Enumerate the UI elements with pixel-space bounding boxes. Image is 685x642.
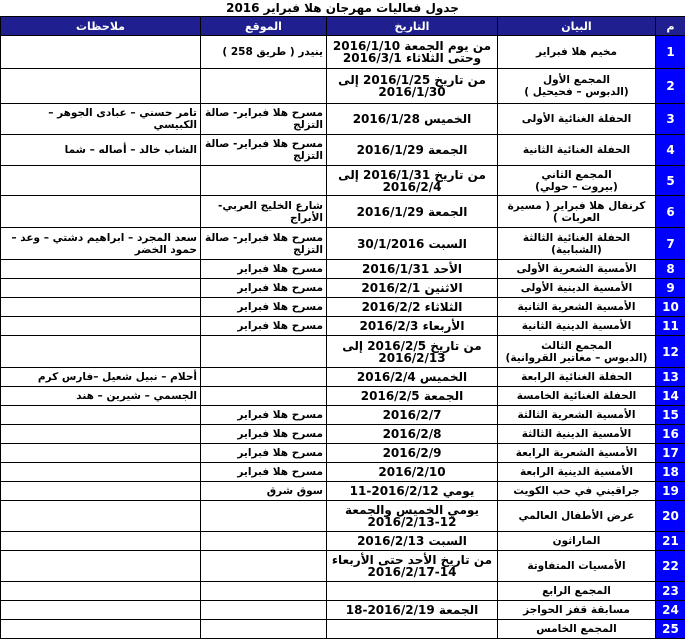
notes-cell <box>1 69 201 104</box>
location-cell <box>201 196 327 228</box>
location-cell <box>201 135 327 166</box>
event-cell-line: الحفلة الغنائية الثانية <box>522 144 631 156</box>
event-cell <box>498 196 656 228</box>
date-cell-line: الاثنين 2016/2/1 <box>361 281 463 295</box>
date-cell-line: 2016/2/9 <box>382 446 442 460</box>
date-cell <box>327 582 498 601</box>
table-body <box>1 36 685 639</box>
notes-cell-line: الكبيسي <box>153 119 197 131</box>
date-cell <box>327 166 498 196</box>
location-cell <box>201 260 327 279</box>
event-cell <box>498 601 656 620</box>
location-cell <box>201 228 327 260</box>
location-cell <box>201 104 327 135</box>
event-cell <box>498 36 656 69</box>
location-cell-line: مسرح هلا فبراير- صالة <box>204 231 323 244</box>
event-cell <box>498 317 656 336</box>
table-row <box>1 551 685 582</box>
table-row <box>1 104 685 135</box>
date-cell-line: 2016/1/30 <box>378 85 446 99</box>
table-row <box>1 368 685 387</box>
table-row <box>1 406 685 425</box>
date-cell-line: من تاريخ الأحد حتى الأربعاء <box>331 553 493 567</box>
event-cell <box>498 279 656 298</box>
location-cell-line: مسرح هلا فبراير <box>237 301 323 313</box>
date-cell <box>327 482 498 501</box>
notes-cell <box>1 166 201 196</box>
table-row <box>1 463 685 482</box>
table-row <box>1 620 685 639</box>
event-cell-line: الأمسية الدينية الرابعة <box>520 466 633 478</box>
date-cell-line: الجمعة 2016/1/29 <box>356 204 468 219</box>
row-number: 3 <box>656 104 685 135</box>
table-row <box>1 196 685 228</box>
notes-cell <box>1 582 201 601</box>
notes-cell <box>1 406 201 425</box>
location-cell-line: التزلج <box>293 243 323 256</box>
event-cell-line: الأمسيات المتفاوتة <box>527 560 626 572</box>
header-location: الموقع <box>201 17 327 36</box>
location-cell <box>201 620 327 639</box>
notes-cell <box>1 444 201 463</box>
event-cell <box>498 444 656 463</box>
event-cell-line: المجمع الثالث <box>541 339 612 352</box>
notes-cell <box>1 336 201 368</box>
event-cell <box>498 501 656 532</box>
row-number: 14 <box>656 387 685 406</box>
row-number: 7 <box>656 228 685 260</box>
event-cell-line: الماراثون <box>552 535 601 547</box>
location-cell <box>201 532 327 551</box>
row-number: 12 <box>656 336 685 368</box>
row-number: 10 <box>656 298 685 317</box>
location-cell <box>201 36 327 69</box>
notes-cell <box>1 425 201 444</box>
location-cell-line: مسرح هلا فبراير <box>237 466 323 478</box>
location-cell <box>201 387 327 406</box>
location-cell-line: مسرح هلا فبراير <box>237 447 323 459</box>
location-cell-line: مسرح هلا فبراير- صالة <box>204 138 323 150</box>
date-cell-line: 2016/2/8 <box>382 427 442 441</box>
event-cell-line: الأمسية الدينية الثانية <box>521 320 632 332</box>
event-cell-line: (الدبوس – مغاتير القروانية) <box>505 351 648 364</box>
table-row <box>1 228 685 260</box>
date-cell-line: من يوم الجمعة 2016/1/10 <box>332 39 492 53</box>
header-notes: ملاحظات <box>1 17 201 36</box>
date-cell-line: يومي 2016/2/12-11 <box>349 484 475 498</box>
row-number: 15 <box>656 406 685 425</box>
event-cell-line: الحفلة الغنائية الخامسة <box>516 390 637 402</box>
date-cell <box>327 135 498 166</box>
event-cell-line: العربات ) <box>553 211 600 224</box>
header-event: البيان <box>498 17 656 36</box>
date-cell-line: وحتى الثلاثاء 2016/3/1 <box>342 51 482 65</box>
row-number: 9 <box>656 279 685 298</box>
date-cell-line: الجمعة 2016/2/5 <box>360 389 464 403</box>
event-cell <box>498 260 656 279</box>
row-number: 22 <box>656 551 685 582</box>
event-cell <box>498 69 656 104</box>
location-cell <box>201 166 327 196</box>
notes-cell <box>1 279 201 298</box>
event-cell-line: الحفلة الغنائية الرابعة <box>521 371 632 383</box>
row-number: 24 <box>656 601 685 620</box>
notes-cell <box>1 317 201 336</box>
row-number: 21 <box>656 532 685 551</box>
location-cell-line: التزلج <box>293 119 323 131</box>
date-cell <box>327 463 498 482</box>
row-number: 8 <box>656 260 685 279</box>
table-row <box>1 532 685 551</box>
event-cell <box>498 387 656 406</box>
event-cell-line: المجمع الأول <box>542 74 611 86</box>
event-cell-line: الحفلة الغنائية الثالثة (الشبابية) <box>522 231 631 256</box>
location-cell <box>201 336 327 368</box>
notes-cell <box>1 260 201 279</box>
date-cell <box>327 406 498 425</box>
notes-cell-line: الجسمي – شيرين – هند <box>76 390 197 402</box>
page-title: جدول فعاليات مهرجان هلا فبراير 2016 <box>226 1 459 15</box>
event-cell <box>498 336 656 368</box>
table-row <box>1 69 685 104</box>
row-number: 19 <box>656 482 685 501</box>
notes-cell-line: الشاب خالد – أصاله – شما <box>64 144 197 156</box>
event-cell <box>498 135 656 166</box>
notes-cell <box>1 36 201 69</box>
location-cell <box>201 298 327 317</box>
table-row <box>1 135 685 166</box>
location-cell-line: مسرح هلا فبراير <box>237 320 323 332</box>
location-cell-line: مسرح هلا فبراير <box>237 428 323 440</box>
date-cell-line: 2016/2/13-12 <box>367 515 457 529</box>
event-cell <box>498 104 656 135</box>
row-number: 5 <box>656 166 685 196</box>
location-cell-line: مسرح هلا فبراير <box>237 409 323 421</box>
event-cell <box>498 620 656 639</box>
location-cell-line: التزلج <box>293 150 323 162</box>
date-cell-line: 2016/2/17-14 <box>367 565 457 579</box>
date-cell <box>327 104 498 135</box>
table-row <box>1 36 685 69</box>
location-cell <box>201 406 327 425</box>
location-cell-line: الأبراج <box>289 211 323 224</box>
date-cell-line: الأربعاء 2016/2/3 <box>359 319 465 333</box>
date-cell-line: السبت 30/1/2016 <box>357 236 467 251</box>
event-cell-line: الحفلة الغنائية الأولى <box>521 113 632 125</box>
event-cell-line: (الدبوس – فحيحيل ) <box>524 86 629 98</box>
row-number: 20 <box>656 501 685 532</box>
notes-cell-line: أحلام – نبيل شعيل –فارس كرم <box>37 371 197 383</box>
location-cell <box>201 69 327 104</box>
date-cell-line: يومي الخميس والجمعة <box>345 503 479 517</box>
date-cell <box>327 368 498 387</box>
date-cell <box>327 425 498 444</box>
date-cell-line: من تاريخ 2016/2/5 إلى <box>342 338 482 353</box>
location-cell-line: شارع الخليج العربي- <box>218 199 323 212</box>
location-cell-line: مسرح هلا فبراير <box>237 263 323 275</box>
row-number: 4 <box>656 135 685 166</box>
row-number: 16 <box>656 425 685 444</box>
header-num: م <box>656 17 685 36</box>
date-cell <box>327 279 498 298</box>
date-cell <box>327 36 498 69</box>
date-cell-line: من تاريخ 2016/1/25 إلى <box>338 73 486 87</box>
event-cell <box>498 425 656 444</box>
location-cell <box>201 425 327 444</box>
notes-cell <box>1 196 201 228</box>
notes-cell-line: تامر حسني – عبادى الجوهر – <box>48 107 197 119</box>
table-row <box>1 317 685 336</box>
date-cell <box>327 501 498 532</box>
event-cell <box>498 532 656 551</box>
date-cell <box>327 532 498 551</box>
date-cell <box>327 620 498 639</box>
notes-cell <box>1 298 201 317</box>
table-row <box>1 336 685 368</box>
event-cell-line: الأمسية الدينية الثالثة <box>521 428 632 440</box>
date-cell <box>327 336 498 368</box>
date-cell-line: 2016/2/7 <box>382 408 442 422</box>
date-cell-line: 2016/2/13 <box>378 350 446 365</box>
location-cell <box>201 368 327 387</box>
location-cell <box>201 582 327 601</box>
date-cell-line: الثلاثاء 2016/2/2 <box>361 300 463 314</box>
table-row <box>1 582 685 601</box>
location-cell <box>201 601 327 620</box>
notes-cell <box>1 387 201 406</box>
table-row <box>1 387 685 406</box>
event-cell-line: مخيم هلا فبراير <box>536 46 617 58</box>
table-row <box>1 425 685 444</box>
date-cell-line: الخميس 2016/1/28 <box>352 112 472 126</box>
header-date: التاريخ <box>327 17 498 36</box>
date-cell <box>327 317 498 336</box>
event-cell <box>498 582 656 601</box>
event-cell-line: المجمع الرابع <box>542 585 611 597</box>
location-cell-line: مسرح هلا فبراير- صالة <box>204 107 323 119</box>
date-cell-line: 2016/2/10 <box>378 465 446 479</box>
event-cell <box>498 166 656 196</box>
notes-cell <box>1 368 201 387</box>
row-number: 23 <box>656 582 685 601</box>
date-cell-line: السبت 2016/2/13 <box>357 534 467 548</box>
event-cell-line: الأمسية الدينية الأولى <box>520 282 633 294</box>
row-number: 18 <box>656 463 685 482</box>
header-row <box>1 17 685 36</box>
notes-cell-line: سعد المجرد – ابراهيم دشتي – وعد – <box>11 231 197 244</box>
location-cell <box>201 551 327 582</box>
table-row <box>1 501 685 532</box>
table-row <box>1 260 685 279</box>
event-cell-line: (بيروت – حولي) <box>535 180 618 193</box>
event-cell-line: الأمسية الشعرية الثانية <box>517 301 636 313</box>
location-cell-line: مسرح هلا فبراير <box>237 282 323 294</box>
table-row <box>1 298 685 317</box>
date-cell <box>327 196 498 228</box>
row-number: 11 <box>656 317 685 336</box>
events-table <box>0 16 685 639</box>
notes-cell <box>1 501 201 532</box>
location-cell <box>201 279 327 298</box>
location-cell <box>201 317 327 336</box>
row-number: 6 <box>656 196 685 228</box>
notes-cell-line: حمود الخضر <box>134 243 197 256</box>
date-cell <box>327 601 498 620</box>
notes-cell <box>1 104 201 135</box>
table-row <box>1 166 685 196</box>
event-cell-line: المجمع الخامس <box>536 623 617 635</box>
event-cell <box>498 368 656 387</box>
event-cell <box>498 482 656 501</box>
date-cell-line: الخميس 2016/2/4 <box>356 370 468 384</box>
event-cell-line: كرنفال هلا فبراير ( مسيرة <box>507 199 646 212</box>
notes-cell <box>1 551 201 582</box>
date-cell <box>327 551 498 582</box>
notes-cell <box>1 482 201 501</box>
date-cell <box>327 228 498 260</box>
location-cell-line: سوق شرق <box>266 485 323 497</box>
notes-cell <box>1 601 201 620</box>
row-number: 1 <box>656 36 685 69</box>
event-cell <box>498 551 656 582</box>
event-cell <box>498 228 656 260</box>
date-cell <box>327 298 498 317</box>
event-cell-line: جراقيني في حب الكويت <box>513 485 640 497</box>
location-cell-line: ينيدر ( طريق 258 ) <box>222 46 323 58</box>
location-cell <box>201 463 327 482</box>
date-cell-line: الأحد 2016/1/31 <box>361 262 463 276</box>
date-cell-line: من تاريخ 2016/1/31 إلى <box>338 167 486 182</box>
date-cell <box>327 387 498 406</box>
notes-cell <box>1 228 201 260</box>
table-row <box>1 444 685 463</box>
date-cell-line: الجمعة 2016/2/19-18 <box>345 603 479 617</box>
location-cell <box>201 444 327 463</box>
row-number: 2 <box>656 69 685 104</box>
row-number: 13 <box>656 368 685 387</box>
event-cell <box>498 298 656 317</box>
location-cell <box>201 501 327 532</box>
table-row <box>1 482 685 501</box>
location-cell <box>201 482 327 501</box>
table-row <box>1 601 685 620</box>
date-cell <box>327 69 498 104</box>
date-cell-line: الجمعة 2016/1/29 <box>356 143 468 157</box>
event-cell-line: الأمسية الشعرية الأولى <box>516 263 637 275</box>
event-cell-line: الأمسية الشعرية الثالثة <box>517 409 636 421</box>
row-number: 25 <box>656 620 685 639</box>
event-cell-line: المجمع الثاني <box>541 168 612 181</box>
date-cell-line: 2016/2/4 <box>382 179 442 194</box>
notes-cell <box>1 620 201 639</box>
date-cell <box>327 444 498 463</box>
notes-cell <box>1 135 201 166</box>
notes-cell <box>1 532 201 551</box>
event-cell <box>498 406 656 425</box>
event-cell-line: الأمسية الشعرية الرابعة <box>515 447 638 459</box>
event-cell-line: عرض الأطفال العالمي <box>518 510 635 522</box>
notes-cell <box>1 463 201 482</box>
date-cell <box>327 260 498 279</box>
table-row <box>1 279 685 298</box>
event-cell <box>498 463 656 482</box>
event-cell-line: مسابقة قفز الحواجز <box>523 604 630 616</box>
row-number: 17 <box>656 444 685 463</box>
